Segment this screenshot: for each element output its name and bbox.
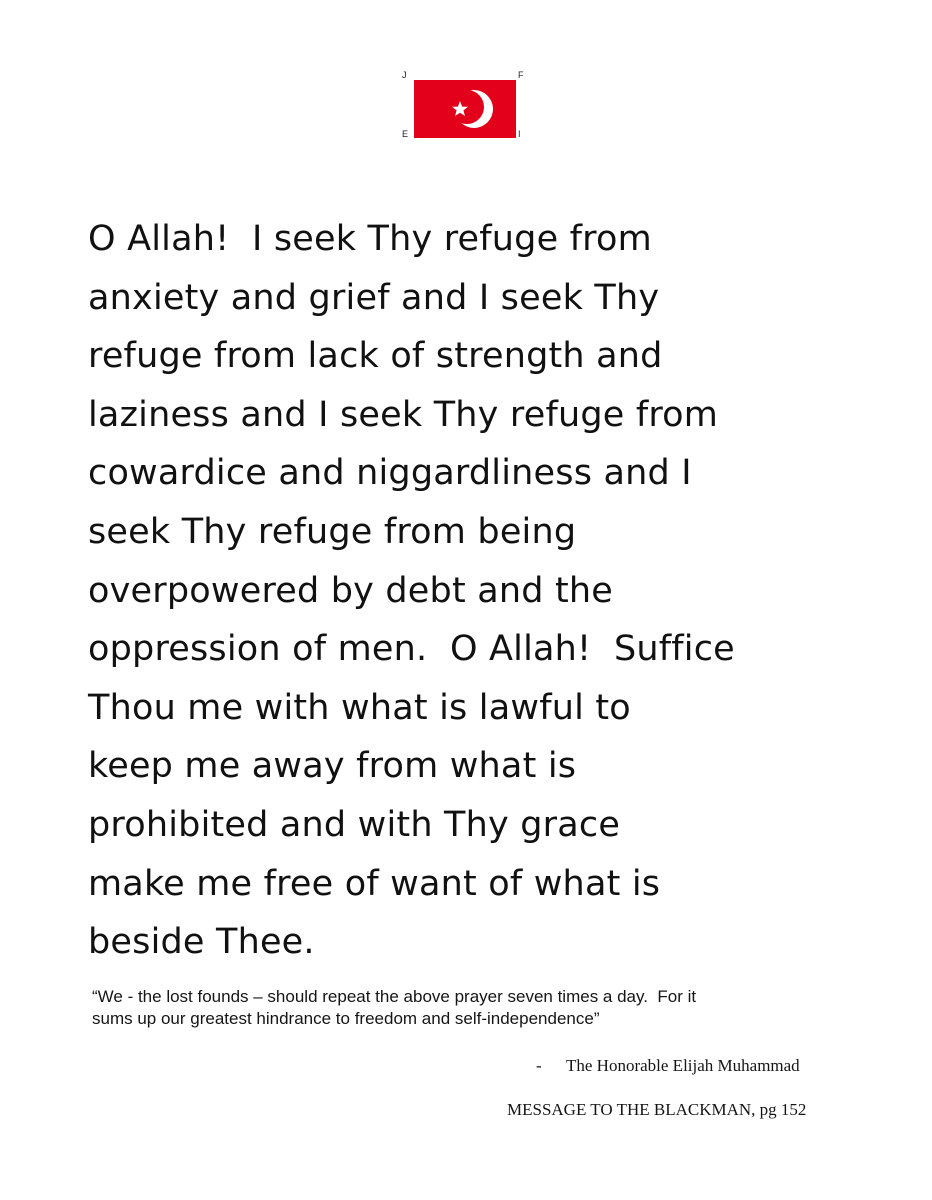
quote-text — [92, 986, 882, 1030]
prayer-line: anxiety and grief and I seek Thy — [88, 277, 660, 318]
prayer-text — [88, 210, 878, 972]
flag-corner-label-tl: J — [402, 70, 407, 80]
prayer-line: make me free of want of what is — [88, 863, 661, 904]
flag-corner-label-br: I — [518, 129, 521, 139]
flag-corner-label-bl: E — [402, 129, 409, 139]
prayer-line: refuge from lack of strength and — [88, 336, 663, 377]
prayer-line: laziness and I seek Thy refuge from — [88, 394, 719, 435]
flag-emblem — [396, 70, 536, 146]
attribution-dash: - — [536, 1056, 542, 1075]
red-flag — [414, 80, 516, 138]
prayer-line: overpowered by debt and the — [88, 570, 614, 611]
attribution — [536, 1056, 800, 1076]
source-citation: MESSAGE TO THE BLACKMAN, pg 152 — [507, 1100, 807, 1119]
prayer-line: cowardice and niggardliness and I — [88, 453, 692, 494]
prayer-line: oppression of men. O Allah! Suffice — [88, 629, 735, 670]
prayer-line: seek Thy refuge from being — [88, 511, 577, 552]
prayer-line: prohibited and with Thy grace — [88, 804, 621, 845]
prayer-line: Thou me with what is lawful to — [88, 687, 631, 728]
flag-corner-label-tr: F — [518, 70, 524, 80]
prayer-line: beside Thee. — [88, 922, 315, 963]
quote-line: “We - the lost founds – should repeat the above prayer seven times a day. For it — [92, 987, 697, 1006]
prayer-line: O Allah! I seek Thy refuge from — [88, 219, 652, 259]
quote-line: sums up our greatest hindrance to freedom and self-independence” — [92, 1009, 600, 1028]
prayer-line: keep me away from what is — [88, 746, 577, 787]
attribution-name: The Honorable Elijah Muhammad — [566, 1056, 800, 1075]
